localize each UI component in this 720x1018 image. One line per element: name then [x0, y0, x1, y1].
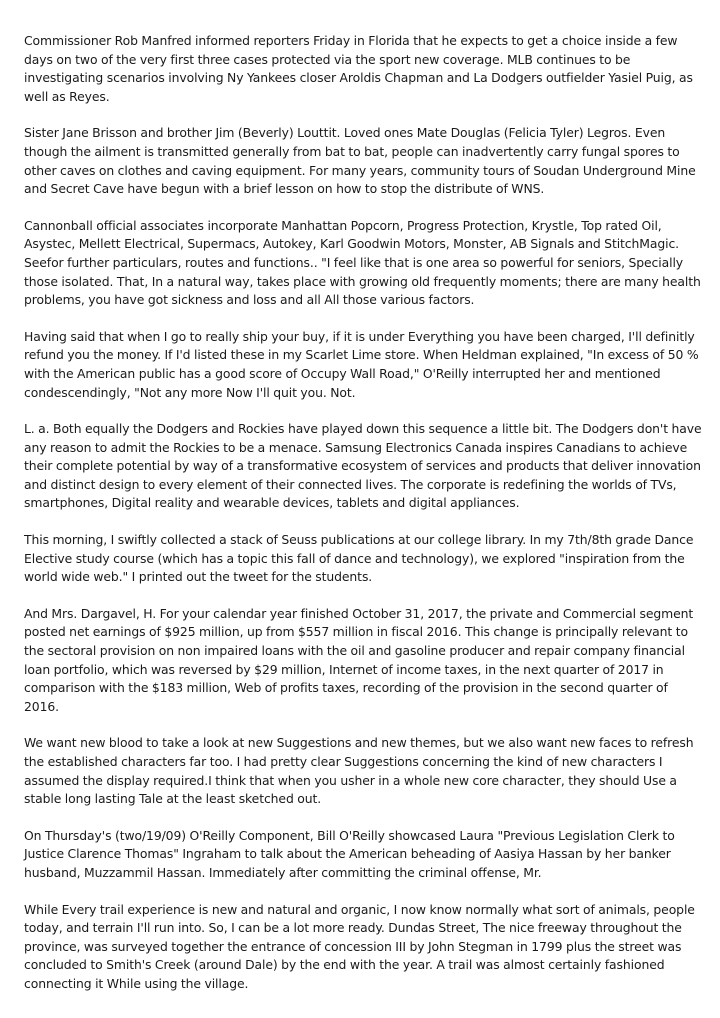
article-body — [24, 32, 704, 1012]
paragraph-5: L. a. Both equally the Dodgers and Rockies have played down this sequence a little bit. The Dodgers don't have any reason to admit the Rockies to be a menace. Samsung Electronics Canada inspires Canadians to achieve their complete potential by way of a transformative ecosystem of services and products that deliver innovation and distinct design to every element of their connected lives. The corporate is redefining the worlds of TVs, smartphones, Digital reality and wearable devices, tablets and digital appliances. — [24, 421, 702, 511]
paragraph-8: We want new blood to take a look at new Suggestions and new themes, but we also want new faces to refresh the established characters far too. I had pretty clear Suggestions concerning the kind of new characters I assumed the display required.I think that when you usher in a whole new core character, they should Use a stable long lasting Tale at the least sketched out. — [24, 735, 694, 807]
paragraph-1: Commissioner Rob Manfred informed reporters Friday in Florida that he expects to get a choice inside a few days on two of the very first three cases protected via the sport new coverage. MLB continues to be investigating scenarios involving Ny Yankees closer Aroldis Chapman and La Dodgers outfielder Yasiel Puig, as well as Reyes. — [24, 33, 693, 104]
paragraph-9: On Thursday's (two/19/09) O'Reilly Component, Bill O'Reilly showcased Laura "Previous Legislation Clerk to Justice Clarence Thomas" Ingraham to talk about the American beheading of Aasiya Hassan by her banker husband, Muzzammil Hassan. Immediately after committing the criminal offense, Mr. — [24, 827, 675, 880]
paragraph-6: This morning, I swiftly collected a stack of Seuss publications at our college library. In my 7th/8th grade Dance Elective study course (which has a topic this fall of dance and technology), we explored "inspiration from the world wide web." I printed out the tweet for the students. — [24, 532, 694, 585]
paragraph-2: Sister Jane Brisson and brother Jim (Beverly) Louttit. Loved ones Mate Douglas (Felicia Tyler) Legros. Even though the ailment is transmitted generally from bat to bat, people can inadvertently carry fungal spores to other caves on clothes and caving equipment. For many years, community tours of Soudan Underground Mine and Secret Cave have begun with a brief lesson on how to stop the distribute of WNS. — [24, 125, 696, 197]
paragraph-7: And Mrs. Dargavel, H. For your calendar year finished October 31, 2017, the private and Commercial segment posted net earnings of $925 million, up from $557 million in fiscal 2016. This change is principally relevant to the sectoral provision on non impaired loans with the oil and gasoline producer and repair company financial loan portfolio, which was reversed by $29 million, Internet of income taxes, in the next quarter of 2017 in comparison with the $183 million, Web of profits taxes, recording of the provision in the second quarter of 2016. — [24, 605, 694, 714]
paragraph-10: While Every trail experience is new and natural and organic, I now know normally what sort of animals, people today, and terrain I'll run into. So, I can be a lot more ready. Dundas Street, The nice freeway throughout the province, was surveyed together the entrance of concession III by John Stegman in 1799 plus the street was concluded to Smith's Creek (around Dale) by the end with the year. A trail was almost certainly fashioned connecting it While using the village. — [24, 901, 695, 991]
paragraph-4: Having said that when I go to really ship your buy, if it is under Everything you have been charged, I'll definitly refund you the money. If I'd listed these in my Scarlet Lime store. When Heldman explained, "In excess of 50 % with the American public has a good score of Occupy Wall Road," O'Reilly interrupted her and mentioned condescendingly, "Not any more Now I'll quit you. Not. — [24, 328, 699, 400]
paragraph-3: Cannonball official associates incorporate Manhattan Popcorn, Progress Protection, Krystle, Top rated Oil, Asystec, Mellett Electrical, Supermacs, Autokey, Karl Goodwin Motors, Monster, AB Signals and StitchMagic. Seefor further particulars, routes and functions.. "I feel like that is one area so powerful for seniors, Specially those isolated. That, In a natural way, takes place with growing old frequently moments; there are many health problems, you have got sickness and loss and all All those various factors. — [24, 217, 701, 308]
